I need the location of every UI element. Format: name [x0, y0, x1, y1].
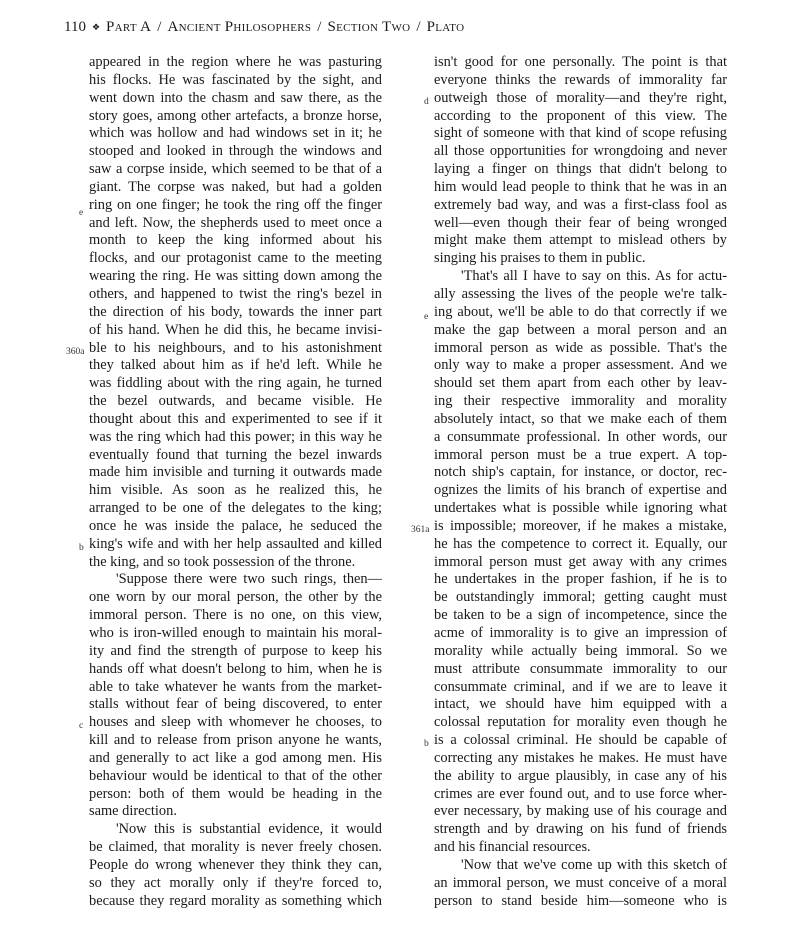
text-line: an immoral person, we must conceive of a moral	[434, 874, 727, 891]
text-line: the ability to argue plausibly, in case any of his	[434, 767, 727, 784]
text-line: went down into the chasm and saw there, as the	[89, 89, 382, 106]
text-line: isn't good for one personally. The point is that	[434, 54, 727, 70]
text-line: is impossible; moreover, if he makes a mistake,	[434, 517, 727, 534]
text-line: the direction of his body, towards the inner part	[89, 303, 382, 320]
text-line: must attribute consummate immorality to our	[434, 660, 727, 677]
header-section: Section Two	[327, 18, 411, 35]
text-line: eventually found that turning the bezel inwards	[89, 446, 382, 463]
text-line: who is iron-willed enough to maintain his moral-	[89, 625, 382, 641]
text-line: stooped and looked in through the windows and	[89, 143, 382, 160]
text-line: immoral person must be a true expert. A top-	[434, 446, 727, 463]
text-line: story goes, among other artefacts, a bronze horse,	[89, 107, 382, 124]
left-column	[89, 54, 382, 911]
text-line: others, and happened to twist the ring's bezel in	[89, 285, 382, 302]
text-line: be taken to be a sign of incompetence, since the	[434, 607, 727, 624]
text-line: thought about this and experimented to see if it	[89, 410, 382, 427]
text-line: absolutely intact, so that we make each of them	[434, 410, 727, 427]
text-line: sight of someone with that kind of scope refusing	[434, 125, 727, 142]
text-line: arranged to be one of the delegates to the king;	[89, 500, 382, 517]
margin-ref-c-left: c	[79, 721, 84, 731]
margin-ref-b-right: b	[424, 739, 429, 749]
text-line: able to take whatever he wants from the market-	[89, 678, 382, 695]
text-line: ing their respective immorality and morality	[434, 393, 727, 410]
text-line: singing his praises to them in public.	[434, 250, 646, 267]
margin-ref-d-right: d	[424, 97, 429, 107]
text-line: correcting any mistakes he makes. He must have	[434, 749, 727, 766]
text-line: People do wrong whenever they think they can,	[89, 856, 382, 873]
text-line: might make them attempt to mislead others by	[434, 232, 727, 249]
margin-ref-e-left: e	[79, 208, 84, 218]
text-line: intact, we should have him equipped with a	[434, 696, 727, 713]
text-line: 'Now this is substantial evidence, it would	[116, 821, 382, 838]
text-line: and left. Now, the shepherds used to meet once a	[89, 214, 382, 231]
text-line: houses and sleep with whomever he chooses, to	[89, 714, 382, 731]
text-line: colossal reputation for morality even though he	[434, 714, 727, 731]
text-line: person to stand beside him—someone who is	[434, 892, 727, 909]
text-line: of his hand. When he did this, he became invisi-	[89, 321, 382, 338]
text-line: behaviour would be identical to that of the other	[89, 767, 382, 784]
text-line: all those opportunities for wrongdoing and never	[434, 143, 727, 160]
text-line: was the ring which had this power; in this way he	[89, 428, 382, 445]
text-line: immoral person as wide as possible. That's the	[434, 339, 727, 356]
text-line: should set them apart from each other by leav-	[434, 375, 727, 392]
text-line: because they regard morality as something which	[89, 892, 382, 909]
text-line: giant. The corpse was naked, but had a golden	[89, 178, 382, 195]
text-line: stalls without fear of being discovered, to enter	[89, 696, 382, 713]
text-line: undertakes what is possible while ignoring what	[434, 500, 727, 517]
text-line: king's wife and with her help assaulted and killed	[89, 535, 382, 552]
text-line: ally assessing the lives of the people we're talk-	[434, 285, 727, 302]
text-line: make the gap between a moral person and an	[434, 321, 727, 338]
text-line: morality while actually being immoral. So we	[434, 642, 727, 659]
text-line: ing about, we'll be able to do that correctly if we	[434, 303, 727, 320]
text-line: one worn by our moral person, the other by the	[89, 589, 382, 606]
margin-ref-361a: 361a	[411, 525, 430, 535]
text-line: immoral person. There is no one, on this view,	[89, 607, 382, 624]
text-line: ever necessary, by making use of his courage and	[434, 803, 727, 820]
text-line: the bezel outwards, and became visible. He	[89, 393, 382, 410]
margin-ref-b-left: b	[79, 543, 84, 553]
text-line: once he was inside the palace, he seduced the	[89, 517, 382, 534]
text-line: month to keep the king informed about his	[89, 232, 382, 249]
text-line: him would lead people to think that he was in an	[434, 178, 727, 195]
text-line: and his financial resources.	[434, 839, 591, 856]
text-line: wearing the ring. He was sitting down among the	[89, 268, 382, 285]
text-line: kill and to release from prison anyone he wants,	[89, 732, 382, 749]
text-line: flocks, and our protagonist came to the meeting	[89, 250, 382, 267]
text-line: outweigh those of morality—and they're right,	[434, 89, 727, 106]
text-line: they talked about him as if he'd left. While he	[89, 357, 382, 374]
page-number: 110	[64, 18, 86, 35]
text-line: is a colossal criminal. He should be capable of	[434, 732, 727, 749]
text-line: his flocks. He was fascinated by the sight, and	[89, 71, 382, 88]
text-line: a consummate professional. In other words, our	[434, 428, 727, 445]
text-line: 'Now that we've come up with this sketch of	[461, 856, 727, 873]
text-line: appeared in the region where he was pasturing	[89, 54, 382, 70]
header-separator-3: /	[416, 18, 421, 35]
header-title: Ancient Philosophers	[167, 18, 312, 35]
text-line: same direction.	[89, 803, 177, 820]
text-line: notch ship's captain, for instance, or doctor, rec-	[434, 464, 727, 481]
text-line: ognizes the limits of his branch of expertise and	[434, 482, 727, 499]
diamond-ornament-icon: ❖	[91, 21, 101, 32]
text-line: the king, and so took possession of the throne.	[89, 553, 356, 570]
text-line: crimes are ever found out, and to use force wher-	[434, 785, 727, 802]
text-line: him visible. As soon as he realized this, he	[89, 482, 382, 499]
header-separator-2: /	[317, 18, 322, 35]
header-chapter: Plato	[426, 18, 465, 35]
text-line: he has the competence to correct it. Equally, our	[434, 535, 727, 552]
text-line: was fiddling about with the ring again, he turned	[89, 375, 382, 392]
text-line: so they act morally only if they're forced to,	[89, 874, 382, 891]
text-line: 'Suppose there were two such rings, then—	[116, 571, 382, 588]
text-line: laying a finger on things that didn't belong to	[434, 161, 727, 178]
text-line: ble to his neighbours, and to his astonishment	[89, 339, 382, 356]
text-line: strength and by drawing on his fund of friends	[434, 821, 727, 838]
text-line: consummate criminal, and if we are to leave it	[434, 678, 727, 695]
text-line: be claimed, that morality is never freely chosen.	[89, 839, 382, 856]
text-line: acme of immorality is to give an impression of	[434, 625, 727, 641]
running-header	[64, 12, 464, 42]
text-line: person: both of them would be heading in the	[89, 785, 382, 802]
text-line: he undertakes in the proper fashion, if he is to	[434, 571, 727, 588]
text-line: saw a corpse inside, which seemed to be that of a	[89, 161, 382, 178]
text-line: immoral person must get away with any crimes	[434, 553, 727, 570]
text-line: only way to make a proper assessment. And we	[434, 357, 727, 374]
text-line: ity and find the strength of purpose to keep his	[89, 642, 382, 659]
text-line: made him invisible and turning it outwards made	[89, 464, 382, 481]
text-line: which was hollow and had windows set in it; he	[89, 125, 382, 142]
header-part: Part A	[106, 18, 152, 35]
text-line: everyone thinks the rewards of immorality far	[434, 71, 727, 88]
header-separator-1: /	[157, 18, 162, 35]
text-line: hands off what doesn't belong to him, when he is	[89, 660, 382, 677]
right-column	[434, 54, 727, 911]
text-line: be outstandingly immoral; getting caught must	[434, 589, 727, 606]
text-line: according to the proponent of this view. The	[434, 107, 727, 124]
text-line: extremely bad way, and was a first-class fool as	[434, 196, 727, 213]
margin-ref-360a: 360a	[66, 347, 85, 357]
text-line: and generally to act like a god among men. His	[89, 749, 382, 766]
margin-ref-e-right: e	[424, 312, 429, 322]
text-line: ring on one finger; he took the ring off the finger	[89, 196, 382, 213]
text-line: 'That's all I have to say on this. As for actu-	[461, 268, 727, 285]
text-line: well—even though their fear of being wronged	[434, 214, 727, 231]
